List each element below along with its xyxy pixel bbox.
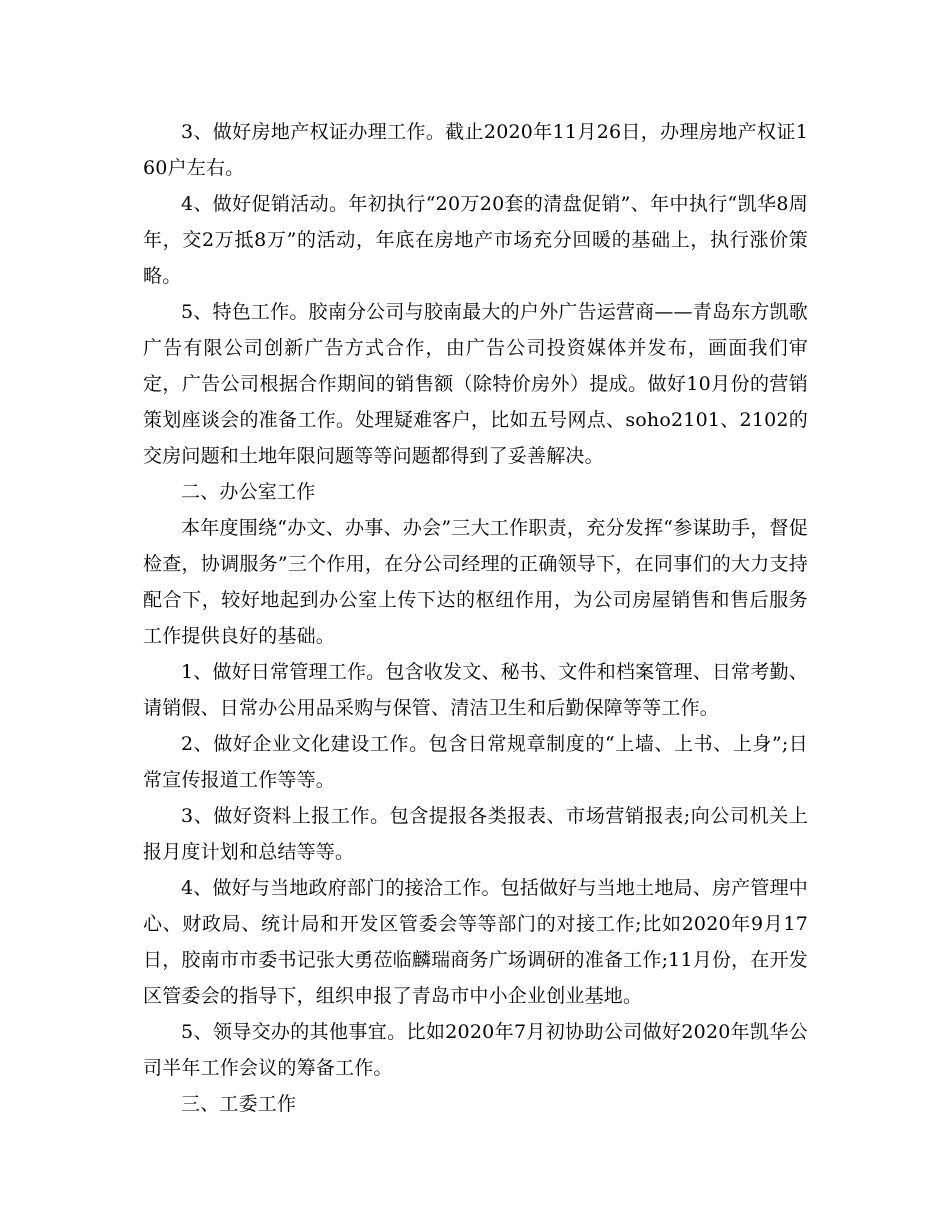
paragraph-corporate-culture: 2、做好企业文化建设工作。包含日常规章制度的“上墙、上书、上身”;日常宣传报道工作等等。 <box>143 733 808 791</box>
section-heading-office-work: 二、办公室工作 <box>181 481 316 503</box>
paragraph-daily-management: 1、做好日常管理工作。包含收发文、秘书、文件和档案管理、日常考勤、请销假、日常办公用品采购与保管、清洁卫生和后勤保障等等工作。 <box>143 661 808 719</box>
document-body <box>143 114 808 1122</box>
paragraph-property-certificates: 3、做好房地产权证办理工作。截止2020年11月26日，办理房地产权证160户左右。 <box>143 121 808 179</box>
paragraph-government-liaison: 4、做好与当地政府部门的接洽工作。包括做好与当地土地局、房产管理中心、财政局、统计局和开发区管委会等等部门的对接工作;比如2020年9月17日，胶南市市委书记张大勇莅临麟瑞商务广场调研的准备工作;11月份，在开发区管委会的指导下，组织申报了青岛市中小企业创业基地。 <box>143 877 808 1007</box>
paragraph-report-submission: 3、做好资料上报工作。包含提报各类报表、市场营销报表;向公司机关上报月度计划和总结等等。 <box>143 805 808 863</box>
paragraph-other-tasks: 5、领导交办的其他事宜。比如2020年7月初协助公司做好2020年凯华公司半年工作会议的筹备工作。 <box>143 1021 808 1079</box>
paragraph-office-overview: 本年度围绕“办文、办事、办会”三大工作职责，充分发挥“参谋助手，督促检查，协调服务”三个作用，在分公司经理的正确领导下，在同事们的大力支持配合下，较好地起到办公室上传下达的枢纽作用，为公司房屋销售和售后服务工作提供良好的基础。 <box>143 517 808 647</box>
paragraph-special-work: 5、特色工作。胶南分公司与胶南最大的户外广告运营商——青岛东方凯歌广告有限公司创新广告方式合作，由广告公司投资媒体并发布，画面我们审定，广告公司根据合作期间的销售额（除特价房外）提成。做好10月份的营销策划座谈会的准备工作。处理疑难客户，比如五号网点、soho2101、2102的交房问题和土地年限问题等等问题都得到了妥善解决。 <box>143 301 808 467</box>
section-heading-union-work: 三、工委工作 <box>181 1093 297 1115</box>
paragraph-promotions: 4、做好促销活动。年初执行“20万20套的清盘促销”、年中执行“凯华8周年，交2万抵8万”的活动，年底在房地产市场充分回暖的基础上，执行涨价策略。 <box>143 193 808 287</box>
